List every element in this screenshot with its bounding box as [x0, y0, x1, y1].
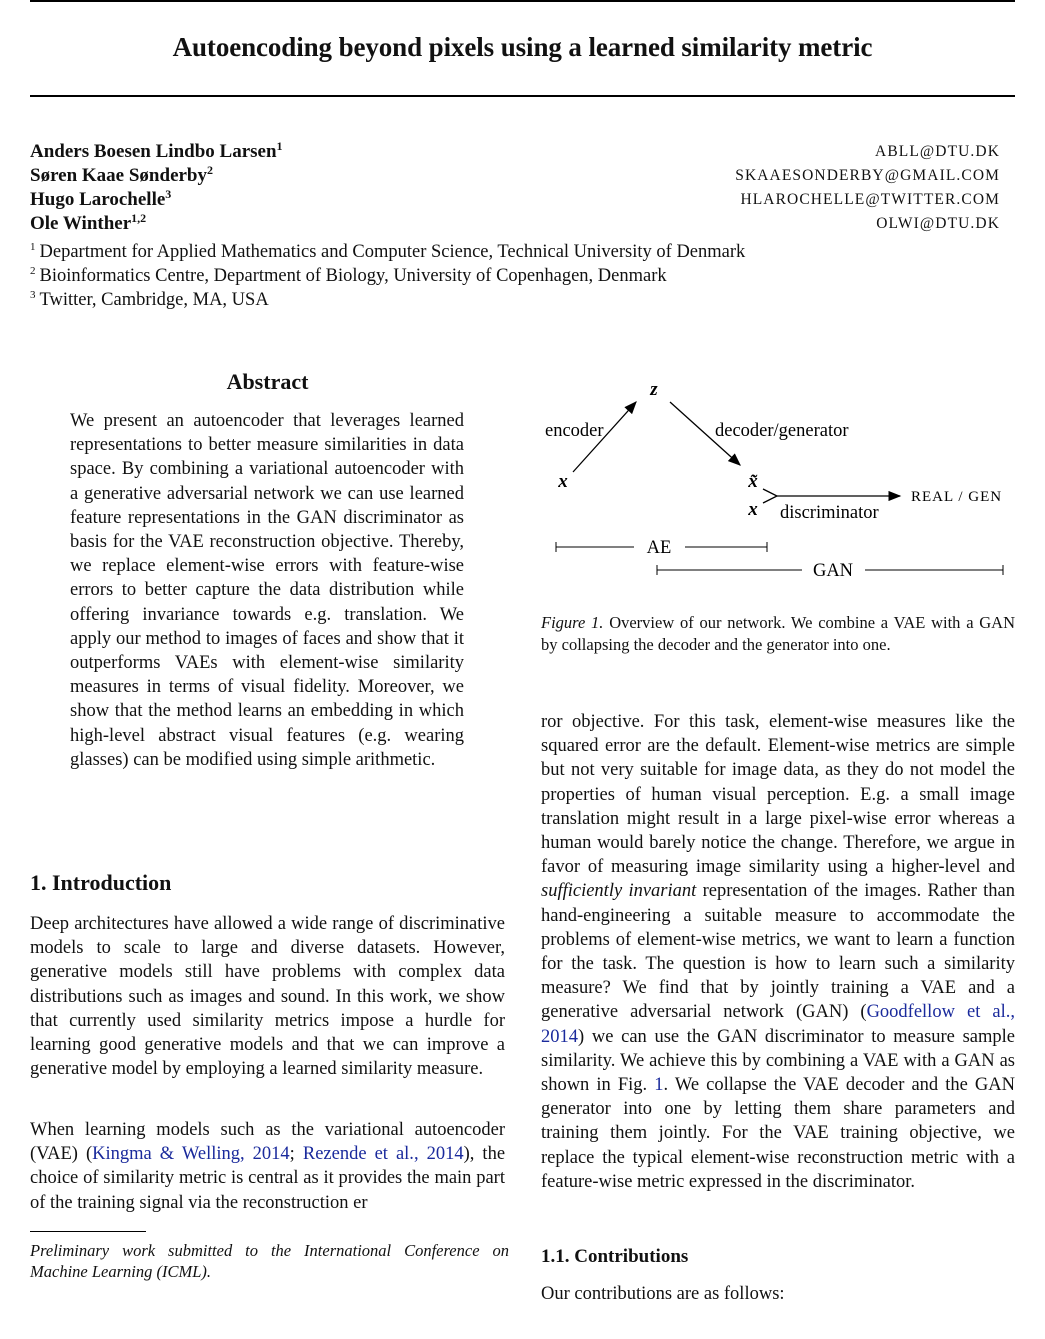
title-rule-bottom: [30, 95, 1015, 97]
author-row: [30, 189, 1000, 213]
author-email[interactable]: HLAROCHELLE@TWITTER.COM: [740, 191, 1000, 208]
author-name: Ole Winther$^{1,2}$: [30, 211, 147, 234]
real-gen-label: REAL / GEN: [911, 489, 1003, 505]
discriminator-label: discriminator: [780, 503, 879, 523]
reconstruction-x-label: x̃: [748, 471, 758, 492]
paper-title: Autoencoding beyond pixels using a learned similarity metric: [172, 32, 873, 62]
author-email[interactable]: OLWI@DTU.DK: [876, 215, 1000, 232]
author-email[interactable]: SKAAESONDERBY@GMAIL.COM: [735, 167, 1000, 184]
author-name: Anders Boesen Lindbo Larsen$^1$: [30, 139, 283, 162]
abstract-heading: Abstract: [226, 369, 309, 394]
author-row: [30, 213, 1000, 237]
author-name: Søren Kaae Sønderby$^2$: [30, 163, 214, 186]
citation-link[interactable]: Kingma & Welling, 2014: [92, 1144, 290, 1165]
affiliation: $^1$ Department for Applied Mathematics and Computer Science, Technical University of Denmark: [30, 241, 746, 262]
figure-caption: Figure 1. Overview of our network. We combine a VAE with a GAN by collapsing the decoder and the generator into one.: [541, 613, 1016, 654]
footnote-rule: [30, 1231, 146, 1232]
author-row: [30, 165, 1000, 189]
citation-link[interactable]: Rezende et al., 2014: [302, 1144, 464, 1165]
title-rule-top: [30, 0, 1015, 2]
discriminator-merge: [763, 489, 777, 503]
subsection-heading-contributions: 1.1. Contributions: [541, 1246, 689, 1267]
author-row: [30, 141, 1000, 165]
author-email[interactable]: ABLL@DTU.DK: [875, 143, 1000, 160]
citation-link[interactable]: Goodfellow et al., 2014: [541, 1002, 1015, 1047]
encoder-label: encoder: [545, 421, 604, 441]
intro-paragraph-2: When learning models such as the variational autoencoder (VAE) (Kingma & Welling, 2014; Rezende et al., 2014), the choice of similarity metric is central as it provides the main part of the training signal via the reconstruction er: [30, 1120, 506, 1213]
author-name: Hugo Larochelle$^3$: [30, 187, 172, 210]
intro-paragraph-2-continued: ror objective. For this task, element-wise measures like the squared error are the default. Element-wise metrics are simple but not very suitable for image data, as they do not model the properties of human visual perception. E.g. a small image translation might result in a large pixel-wise error whereas a human would barely notice the change. Therefore, we argue in favor of measuring image similarity using a higher-level and sufficiently invariant representation of the images. Rather than hand-engineering a suitable measure to accommodate the problems of element-wise metrics, we want to learn a function for the task. The question is how to learn such a similarity measure? We find that by jointly training a VAE and a generative adversarial network (GAN) (Goodfellow et al., 2014) we can use the GAN discriminator to measure sample similarity. We achieve this by combining a VAE with a GAN as shown in Fig. 1. We collapse the VAE decoder and the GAN generator into one by letting them share parameters and training them jointly. For the VAE training objective, we replace the typical element-wise reconstruction metric with a feature-wise metric expressed in the discriminator.: [541, 712, 1015, 1192]
network-figure: [541, 370, 1015, 585]
latent-z-label: z: [650, 379, 658, 400]
affiliation: $^2$ Bioinformatics Centre, Department of Biology, University of Copenhagen, Denmark: [30, 265, 667, 286]
contributions-text: Our contributions are as follows:: [541, 1284, 785, 1304]
input-x-label: x: [558, 471, 568, 492]
abstract-body: We present an autoencoder that leverages learned representations to better measure similarities in data space. By combining a variational autoencoder with a generative adversarial network we can use learned feature representations in the GAN discriminator as basis for the VAE reconstruction objective. Thereby, we replace element-wise errors with feature-wise errors to better capture the data distribution while offering invariance towards e.g. translation. We apply our method to images of faces and show that it outperforms VAEs with element-wise similarity measures in terms of visual fidelity. Moreover, we show that the method learns an embedding in which high-level abstract visual features (e.g. wearing glasses) can be modified using simple arithmetic.: [70, 411, 464, 770]
footnote: Preliminary work submitted to the International Conference on Machine Learning (ICML).: [30, 1241, 509, 1281]
figure-reference-link[interactable]: 1: [654, 1075, 664, 1096]
real-x-label: x: [748, 499, 758, 520]
section-heading-introduction: 1. Introduction: [30, 870, 172, 895]
affiliation: $^3$ Twitter, Cambridge, MA, USA: [30, 289, 269, 310]
intro-paragraph-1: Deep architectures have allowed a wide range of discriminative models to scale to large and diverse datasets. However, generative models still have problems with complex data distributions such as images and sound. In this work, we show that currently used similarity metrics impose a hurdle for learning good generative models and that we can improve a generative model by employing a learned similarity measure.: [30, 914, 505, 1080]
decoder-generator-label: decoder/generator: [715, 421, 849, 441]
ae-span-label: AE: [646, 538, 672, 558]
gan-span-label: GAN: [812, 561, 854, 581]
